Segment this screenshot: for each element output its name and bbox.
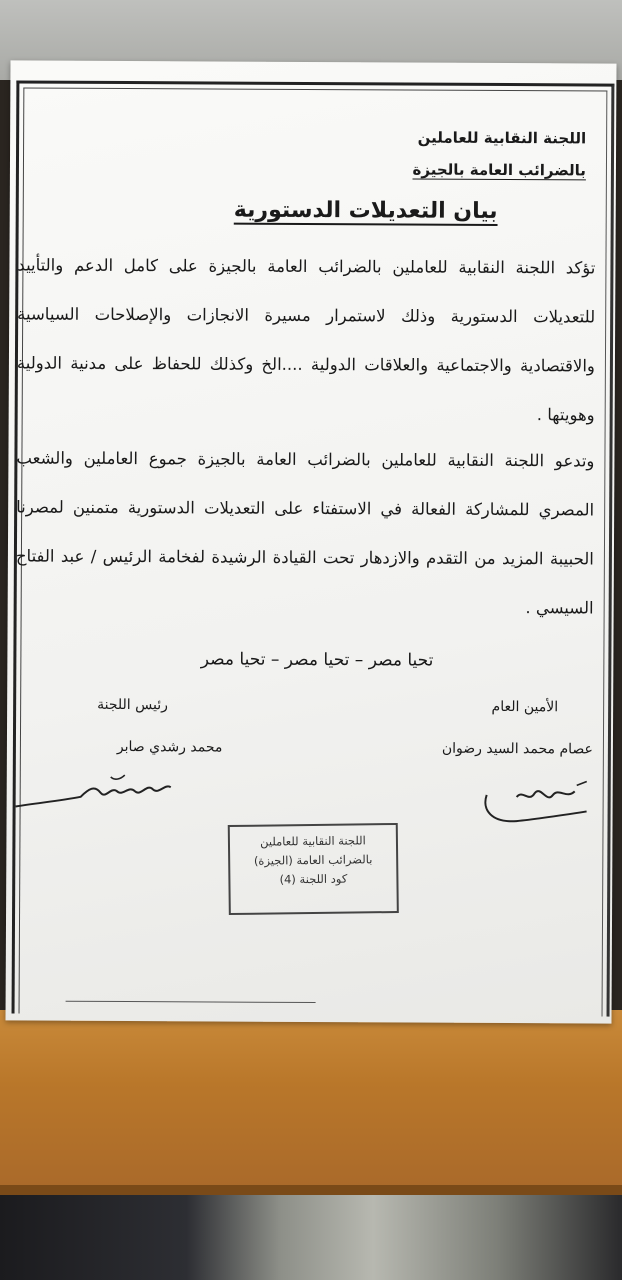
body-paragraph-2: وتدعو اللجنة النقابية للعاملين بالضرائب العامة بالجيزة جموع العاملين والشعب المصري للمشاركة الفعالة في الاستفتاء على التعديلات الدستورية متمنين لمصرنا الحبيبة المزيد من التقدم والازدهار تحت القيادة الرشيدة لفخامة الرئيس / عبد الفتاح السيسي . xyxy=(15,448,595,618)
document-page xyxy=(5,60,616,1023)
stamp-line-1: اللجنة النقابية للعاملين xyxy=(259,833,366,849)
floor xyxy=(0,1195,622,1280)
stamp-line-2: بالضرائب العامة (الجيزة) xyxy=(253,852,373,868)
stamp-line-3: كود اللجنة (4) xyxy=(279,871,348,887)
committee-head-title: رئيس اللجنة xyxy=(97,696,168,714)
committee-head-signature xyxy=(11,766,181,817)
slogan: تحيا مصر – تحيا مصر – تحيا مصر xyxy=(200,649,434,671)
secretary-general-signature xyxy=(476,775,596,836)
document-title: بيان التعديلات الدستورية xyxy=(233,197,498,224)
org-name-line1: اللجنة النقابية للعاملين xyxy=(417,128,587,148)
secretary-general-title: الأمين العام xyxy=(491,698,559,716)
org-name-line2: بالضرائب العامة بالجيزة xyxy=(412,160,586,180)
secretary-general-name: عصام محمد السيد رضوان xyxy=(441,740,593,758)
body-paragraph-1: تؤكد اللجنة النقابية للعاملين بالضرائب العامة بالجيزة على كامل الدعم والتأييد للتعديلات الدستورية وذلك لاستمرار مسيرة الانجازات والإصلاحات السياسية والاقتصادية والاجتماعية والعلاقات الدولية ....الخ وكذلك للحفاظ على مدنية الدولية وهويتها . xyxy=(16,255,596,425)
union-stamp xyxy=(228,823,399,915)
committee-head-name: محمد رشدي صابر xyxy=(116,738,223,756)
wooden-desk xyxy=(0,1010,622,1195)
